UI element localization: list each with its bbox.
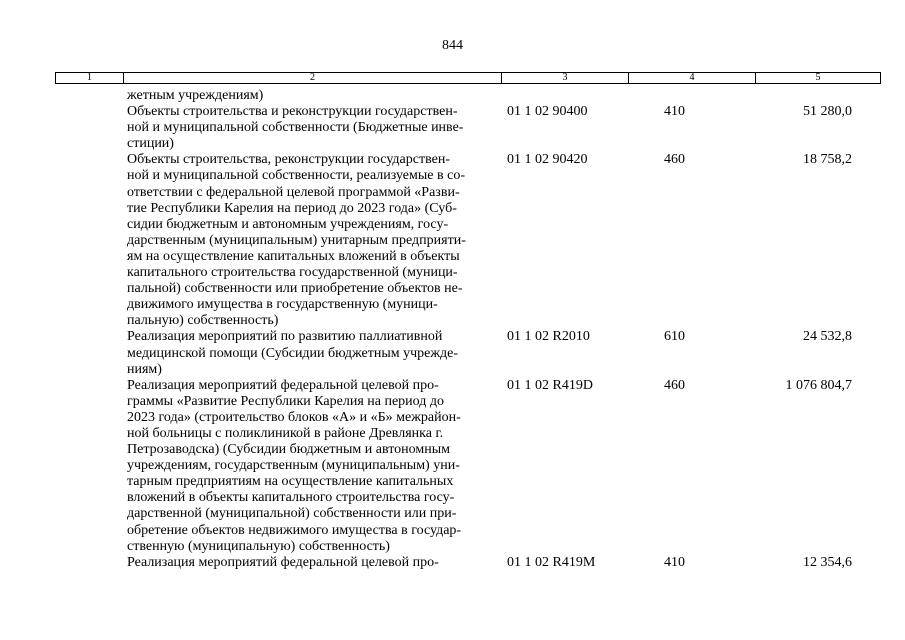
page-number: 844 xyxy=(442,38,463,53)
description-line: дарственной (муниципальной) собственности или при- xyxy=(127,506,457,522)
column-header-5: 5 xyxy=(815,72,821,83)
description-line: ственную (муниципальную) собственность) xyxy=(127,538,390,554)
description-line: Объекты строительства, реконструкции государствен- xyxy=(127,152,450,168)
row-description xyxy=(127,152,495,329)
description-line: 2023 года» (строительство блоков «А» и «Б» межрайон- xyxy=(127,409,461,425)
description-line: ной больницы с поликлиникой в районе Древлянка г. xyxy=(127,425,444,441)
column-header-3: 3 xyxy=(502,73,629,83)
description-line: вложений в объекты капитального строительства госу- xyxy=(127,490,455,506)
row-type: 410 xyxy=(664,104,685,120)
table-header xyxy=(55,72,881,84)
description-line: капитального строительства государственной (муници- xyxy=(127,265,458,281)
table-row xyxy=(0,378,905,555)
row-amount: 12 354,6 xyxy=(803,554,852,570)
row-description xyxy=(127,329,495,377)
description-line: Петрозаводска) (Субсидии бюджетным и автономным xyxy=(127,442,450,458)
table-row xyxy=(0,104,905,152)
description-line: Реализация мероприятий федеральной целевой про- xyxy=(127,377,439,393)
row-type: 460 xyxy=(664,152,685,168)
table-row xyxy=(0,152,905,329)
description-line: ям на осуществление капитальных вложений в объекты xyxy=(127,248,460,264)
row-amount: 18 758,2 xyxy=(803,152,852,168)
description-line: Объекты строительства и реконструкции государствен- xyxy=(127,104,458,120)
description-line: Реализация мероприятий по развитию паллиативной xyxy=(127,329,443,345)
row-code: 01 1 02 R2010 xyxy=(507,329,590,345)
description-line: ответствии с федеральной целевой программой «Разви- xyxy=(127,184,460,200)
description-line: обретение объектов недвижимого имущества в государ- xyxy=(127,522,462,538)
row-description xyxy=(127,88,495,104)
row-description xyxy=(127,555,495,571)
row-description xyxy=(127,378,495,555)
row-type: 610 xyxy=(664,329,685,345)
table-row xyxy=(0,555,905,571)
description-line: дарственным (муниципальным) унитарным предприяти- xyxy=(127,232,466,248)
row-code: 01 1 02 90420 xyxy=(507,152,588,168)
description-line: ной и муниципальной собственности (Бюджетные инве- xyxy=(127,120,464,136)
description-line: ной и муниципальной собственности, реализуемые в со- xyxy=(127,168,465,184)
description-line: стиции) xyxy=(127,136,174,152)
column-header-1: 1 xyxy=(56,73,124,83)
description-line: пальной) собственности или приобретение объектов не- xyxy=(127,281,463,297)
description-line: жетным учреждениям) xyxy=(127,88,264,103)
row-code: 01 1 02 R419D xyxy=(507,377,593,393)
description-line: медицинской помощи (Субсидии бюджетным учрежде- xyxy=(127,345,459,361)
row-code: 01 1 02 R419M xyxy=(507,554,596,570)
description-line: пальную) собственность) xyxy=(127,313,279,329)
description-line: Реализация мероприятий федеральной целевой про- xyxy=(127,554,439,570)
table-row xyxy=(0,88,905,104)
table-body xyxy=(0,88,905,571)
row-code: 01 1 02 90400 xyxy=(507,104,588,120)
description-line: учреждениям, государственным (муниципальным) уни- xyxy=(127,458,460,474)
table-row xyxy=(0,329,905,377)
column-header-4: 4 xyxy=(629,73,756,83)
row-amount: 1 076 804,7 xyxy=(785,377,852,393)
description-line: сидии бюджетным и автономным учреждениям, госу- xyxy=(127,216,449,232)
row-type: 460 xyxy=(664,377,685,393)
description-line: тарным предприятиям на осуществление капитальных xyxy=(127,474,454,490)
description-line: граммы «Развитие Республики Карелия на период до xyxy=(127,393,445,409)
description-line: тие Республики Карелия на период до 2023 года» (Суб- xyxy=(127,200,457,216)
description-line: ниям) xyxy=(127,361,162,377)
row-description xyxy=(127,104,495,152)
column-header-2: 2 xyxy=(124,73,502,83)
row-amount: 51 280,0 xyxy=(803,104,852,120)
row-type: 410 xyxy=(664,554,685,570)
row-amount: 24 532,8 xyxy=(803,329,852,345)
description-line: движимого имущества в государственную (муници- xyxy=(127,297,438,313)
